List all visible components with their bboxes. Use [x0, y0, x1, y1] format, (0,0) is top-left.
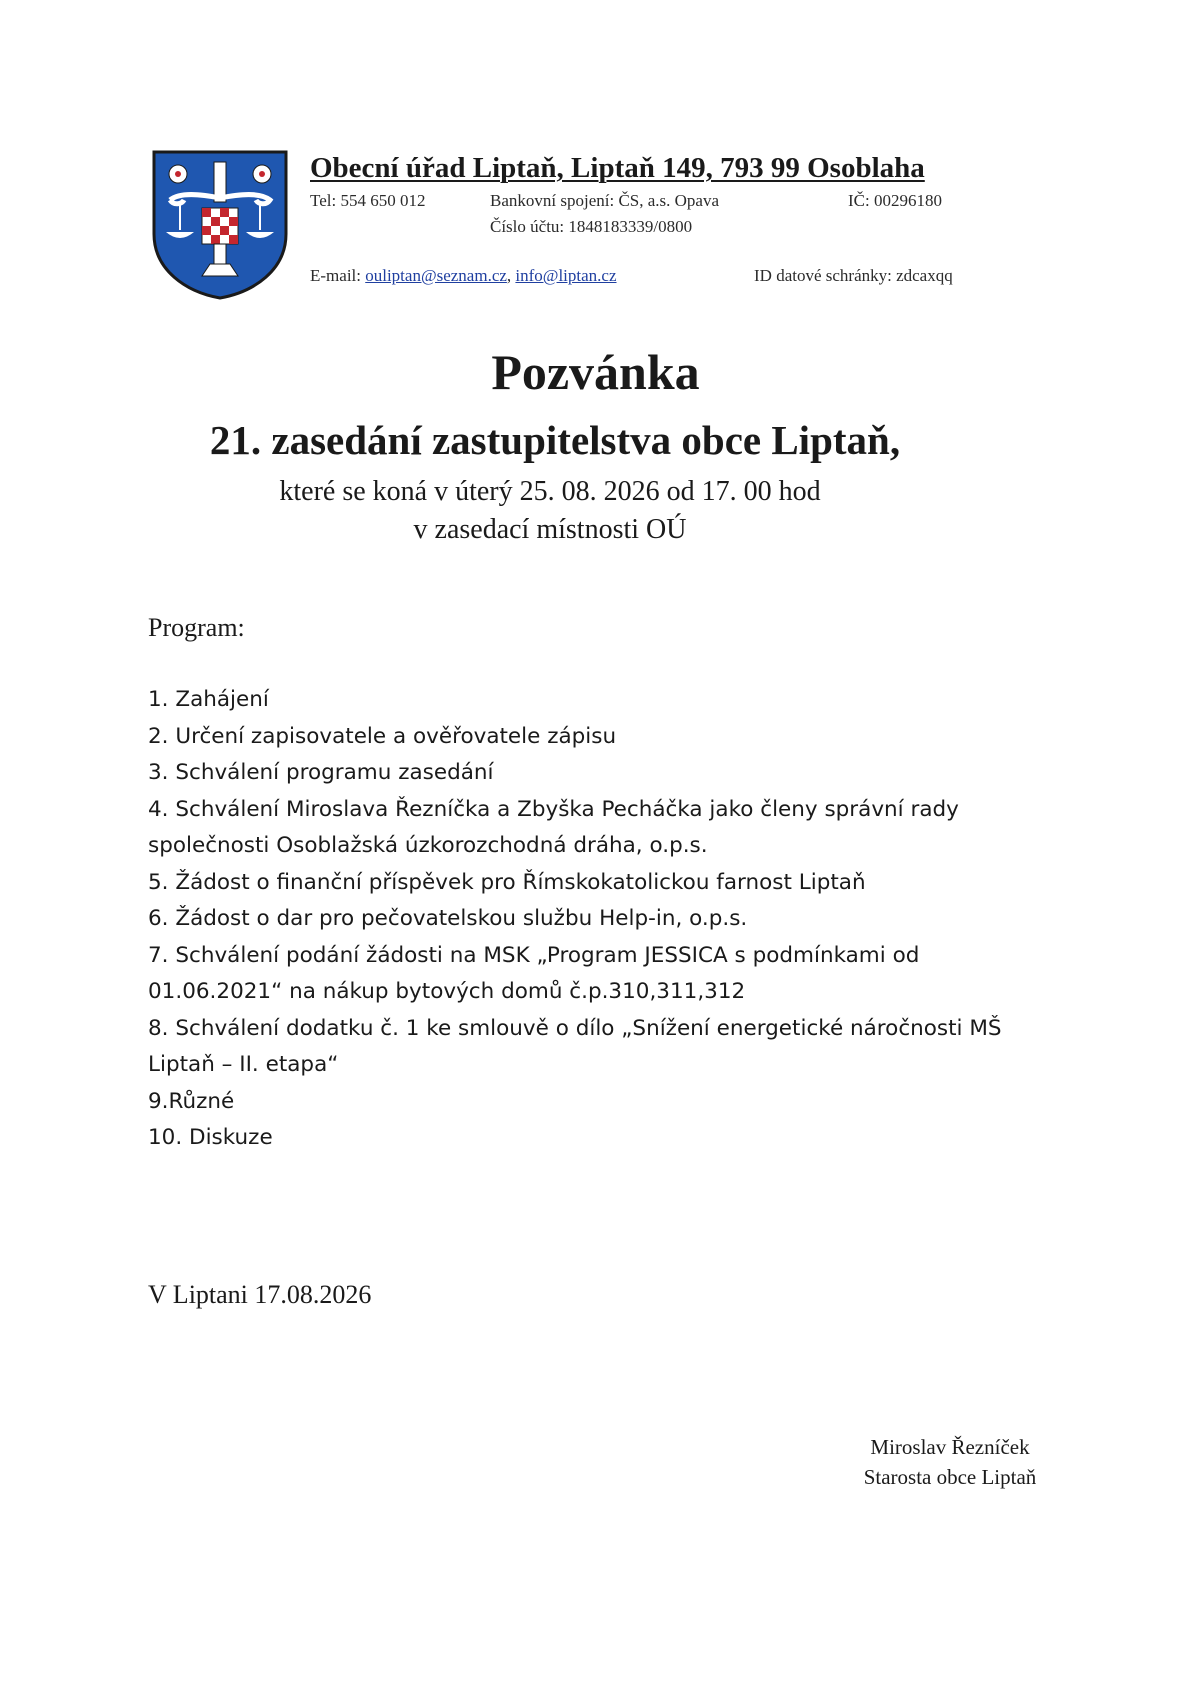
- agenda-item-continuation: 01.06.2021“ na nákup bytových domů č.p.310,311,312: [148, 979, 746, 1004]
- phone-number: Tel: 554 650 012: [310, 191, 426, 210]
- invitation-title: Pozvánka: [491, 344, 700, 400]
- session-date-time: které se koná v úterý 25. 08. 2026 od 17. 00 hod: [279, 476, 821, 507]
- email-separator: ,: [506, 266, 512, 285]
- session-title: 21. zasedání zastupitelstva obce Liptaň,: [209, 417, 901, 463]
- agenda-item: 5. Žádost o finanční příspěvek pro Římskokatolickou farnost Liptaň: [148, 869, 866, 895]
- agenda-item: 9.Různé: [148, 1088, 235, 1114]
- email-label: E-mail:: [310, 266, 361, 285]
- email-link-primary[interactable]: ouliptan@seznam.cz: [365, 266, 507, 285]
- agenda-item: 3. Schválení programu zasedání: [148, 760, 494, 785]
- signer-name: Miroslav Řezníček: [870, 1435, 1030, 1459]
- place-and-date: V Liptani 17.08.2026: [148, 1280, 372, 1309]
- coat-of-arms-icon: [150, 148, 290, 300]
- agenda-item: 4. Schválení Miroslava Řezníčka a Zbyška Pecháčka jako členy správní rady: [148, 796, 959, 822]
- signer-title: Starosta obce Liptaň: [863, 1465, 1037, 1489]
- agenda-item: 8. Schválení dodatku č. 1 ke smlouvě o dílo „Snížení energetické náročnosti MŠ: [148, 1015, 1002, 1041]
- office-name-heading: Obecní úřad Liptaň, Liptaň 149, 793 99 Osoblaha: [310, 152, 925, 184]
- data-box-id: ID datové schránky: zdcaxqq: [754, 266, 953, 285]
- session-venue: v zasedací místnosti OÚ: [413, 514, 687, 545]
- agenda-item: 1. Zahájení: [148, 687, 269, 712]
- company-id: IČ: 00296180: [848, 191, 942, 210]
- agenda-item: 10. Diskuze: [148, 1125, 273, 1150]
- agenda-item: 6. Žádost o dar pro pečovatelskou službu Help-in, o.p.s.: [148, 906, 748, 931]
- email-link-secondary[interactable]: info@liptan.cz: [515, 266, 617, 285]
- agenda-item-continuation: Liptaň – II. etapa“: [148, 1052, 339, 1077]
- agenda-item: 2. Určení zapisovatele a ověřovatele zápisu: [148, 723, 617, 749]
- account-number: Číslo účtu: 1848183339/0800: [490, 217, 693, 236]
- bank-connection: Bankovní spojení: ČS, a.s. Opava: [490, 191, 720, 210]
- signature-block: [840, 1432, 1060, 1492]
- agenda-item: 7. Schválení podání žádosti na MSK „Program JESSICA s podmínkami od: [148, 942, 920, 968]
- agenda-item-continuation: společnosti Osoblažská úzkorozchodná dráha, o.p.s.: [148, 833, 708, 858]
- email-line: [310, 265, 617, 287]
- program-label: Program:: [148, 613, 245, 642]
- agenda-list: [148, 682, 1068, 1157]
